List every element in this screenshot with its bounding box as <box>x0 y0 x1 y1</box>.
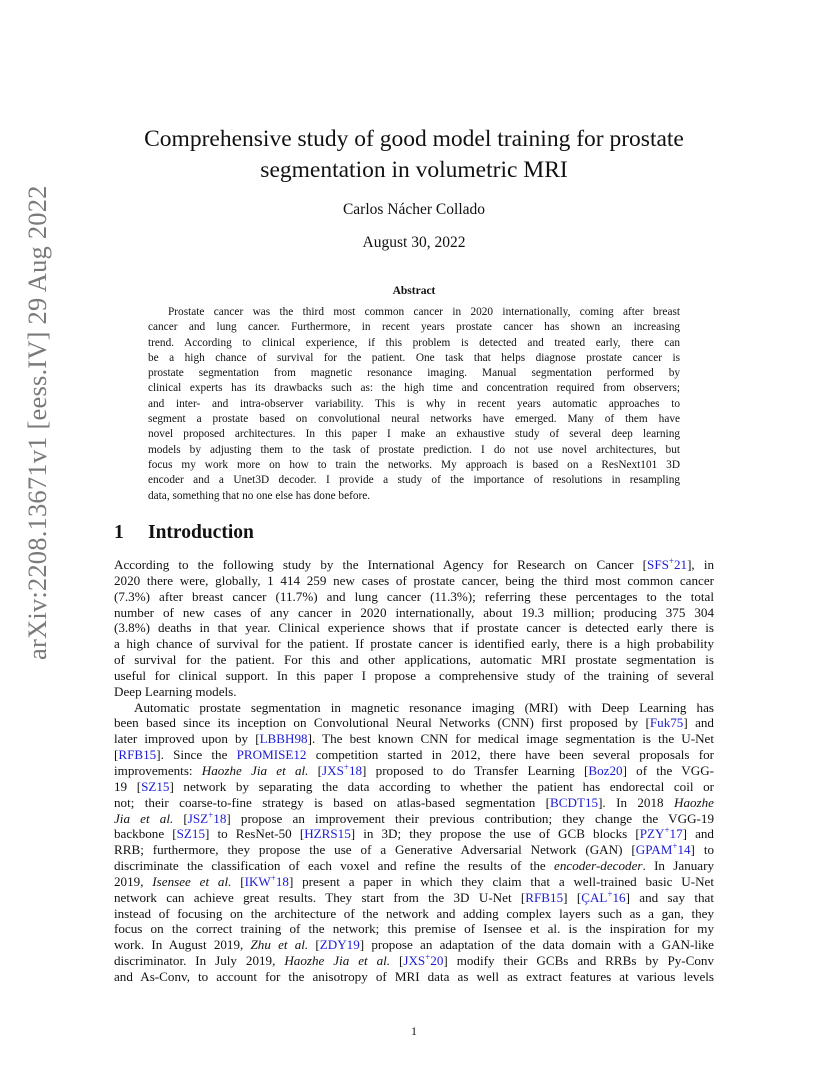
citation-text: 18 <box>275 873 289 889</box>
abstract-heading: Abstract <box>392 285 436 297</box>
text-run: ]. Since the <box>156 747 237 763</box>
citation-link[interactable]: RFB15 <box>525 889 564 905</box>
citation-text: JXS <box>403 953 426 969</box>
text-run: ]. The best known CNN for medical image segmentation is the U-Net <box>307 731 714 747</box>
body-line <box>114 811 714 827</box>
citation-link[interactable] <box>647 557 687 572</box>
citation-text: 16 <box>612 889 626 905</box>
text-run: work. In August 2019, <box>114 937 251 953</box>
promise12-link[interactable]: PROMISE12 <box>236 747 307 763</box>
body-line: Deep Learning models. <box>114 683 237 699</box>
text-run: 2019, <box>114 873 153 889</box>
body-line: (7.3%) after breast cancer (11.7%) and lung cancer (11.3%); referring these percentages to the total <box>114 588 714 604</box>
citation-link[interactable] <box>640 826 683 841</box>
citation-text: JXS <box>322 762 344 778</box>
text-run: network can achieve great results. They start from the 3D U-Net [ <box>114 889 526 905</box>
citation-link[interactable]: Boz20 <box>588 762 623 778</box>
body-line <box>114 826 714 842</box>
body-line <box>114 858 714 874</box>
body-line <box>114 731 714 747</box>
citation-text: 21 <box>673 557 688 572</box>
body-line <box>114 557 714 573</box>
citation-link[interactable] <box>245 874 289 889</box>
text-run: discriminate the classification of each voxel and refine the results of the <box>114 858 555 874</box>
citation-link[interactable] <box>188 811 227 826</box>
body-line <box>114 763 714 779</box>
text-run: ] proposed to do Transfer Learning [ <box>362 762 589 778</box>
body-line <box>114 953 714 969</box>
text-run-italic: encoder-decoder <box>554 858 643 874</box>
citation-link[interactable] <box>403 953 443 968</box>
citation-link[interactable]: SZ15 <box>141 778 170 794</box>
citation-link[interactable]: LBBH98 <box>259 731 308 747</box>
abstract-line: data, something that no one else has done before. <box>148 489 371 502</box>
text-run: ] and <box>683 715 714 731</box>
citation-link[interactable] <box>581 890 625 905</box>
section-title: Introduction <box>148 522 254 543</box>
section-number: 1 <box>114 522 124 543</box>
body-line <box>114 890 714 906</box>
citation-text: 20 <box>430 953 444 969</box>
citation-link[interactable] <box>322 763 362 778</box>
text-run: [ <box>308 762 323 778</box>
citation-text: 18 <box>213 810 227 826</box>
text-run: ] of the VGG- <box>622 762 715 778</box>
abstract-line: focus my work more on how to train the networks. My approach is based on a ResNext101 3D <box>148 458 680 471</box>
citation-sup: + <box>343 761 349 772</box>
text-run: [ <box>308 937 320 953</box>
text-run: discriminator. In July 2019, <box>114 953 285 969</box>
body-line <box>114 779 714 795</box>
body-line <box>114 937 714 953</box>
text-run: backbone [ <box>114 826 177 842</box>
text-run: . In January <box>642 858 715 874</box>
body-line <box>114 874 714 890</box>
author-name: Carlos Nácher Collado <box>342 201 486 218</box>
paper-date: August 30, 2022 <box>362 234 466 251</box>
abstract-line: be a high chance of survival for the patient. One task that helps diagnose prostate cancer is <box>148 351 680 364</box>
arxiv-side-stamp <box>14 185 54 660</box>
citation-link[interactable]: RFB15 <box>118 747 157 763</box>
body-line: useful for clinical support. In this paper I propose a comprehensive study of the training of several <box>114 667 714 683</box>
text-run: competition started in 2012, there have been several proposals for <box>306 747 714 763</box>
title-line-2: segmentation in volumetric MRI <box>260 157 568 183</box>
text-run-italic: Haozhe Jia et al. <box>201 762 309 778</box>
body-line: and As-Conv, to account for the anisotropy of MRI data as well as extract features at various levels <box>114 968 714 984</box>
citation-text: IKW <box>244 873 271 889</box>
text-run: [ <box>114 747 119 763</box>
text-run: [ <box>231 873 245 889</box>
text-run-italic: Haozhe <box>673 794 714 810</box>
text-run-italic: Zhu et al. <box>250 937 309 953</box>
body-line: a high chance of survival for the patient. If prostate cancer is identified early, there is a high probability <box>114 636 714 652</box>
citation-text: 17 <box>669 826 683 842</box>
citation-link[interactable]: Fuk75 <box>649 715 684 731</box>
citation-sup: + <box>607 888 613 899</box>
abstract-line: models by adjusting them to the task of prostate prediction. I do not use novel architectures, but <box>148 443 680 456</box>
body-line <box>114 795 714 811</box>
abstract-line: prostate segmentation from magnetic resonance imaging. Manual segmentation performed by <box>148 367 680 380</box>
text-run: RRB; furthermore, they propose the use of a Generative Adversarial Network (GAN) [ <box>114 842 636 858</box>
text-run: ] network by separating the data according to whether the patient has endorectal coil or <box>169 778 714 794</box>
abstract-line: encoder and a Unet3D decoder. I provide a study of the importance of resolutions in resampling <box>148 474 680 487</box>
body-line <box>114 747 714 763</box>
text-run: ] propose an improvement their previous contribution; they change the VGG-19 <box>226 810 715 826</box>
citation-link[interactable]: SZ15 <box>176 826 205 842</box>
body-line: 2020 there were, globally, 1 414 259 new cases of prostate cancer, being the third most common cancer <box>114 572 714 588</box>
text-run: ] [ <box>563 889 582 905</box>
abstract-line: Prostate cancer was the third most common cancer in 2020 internationally, coming after breast <box>168 306 680 318</box>
citation-sup: + <box>668 556 674 566</box>
text-run: ]. In 2018 <box>598 794 674 810</box>
body-line: Automatic prostate segmentation in magnetic resonance imaging (MRI) with Deep Learning has <box>134 699 714 715</box>
text-run: ] in 3D; they propose the use of GCB blocks [ <box>350 826 640 842</box>
citation-text: JSZ <box>187 810 209 826</box>
citation-sup: + <box>270 872 276 883</box>
body-line: number of new cases of any cancer in 2020 internationally, about 19.3 million; producing 375 304 <box>114 604 714 620</box>
abstract-line: trend. According to clinical experience, if this problem is detected and treated early, there can <box>148 336 680 349</box>
body-line: (3.8%) deaths in that year. Clinical experience shows that if prostate cancer is detected early there is <box>114 620 714 636</box>
text-run: ] and say that <box>625 889 714 905</box>
citation-text: ÇAL <box>581 889 608 905</box>
citation-sup: + <box>664 825 670 836</box>
text-run: not; their coarse-to-fine strategy is based on atlas-based segmentation [ <box>114 794 551 810</box>
text-run: later improved upon by [ <box>114 731 260 747</box>
text-run: ], in <box>687 557 714 572</box>
body-line: instead of focusing on the architecture of the network and adding complex layers such as a gan, they <box>114 905 714 921</box>
introduction-body <box>114 557 714 985</box>
citation-link[interactable] <box>636 842 691 857</box>
text-run: ] and <box>682 826 714 842</box>
text-run-italic: Jia et al. <box>114 810 174 826</box>
body-line <box>114 842 714 858</box>
text-run: improvements: <box>114 762 202 778</box>
abstract-line: cancer and lung cancer. Furthermore, in recent years prostate cancer has shown an increasing <box>148 321 680 334</box>
body-line: of survival for the patient. For this and other applications, automatic MRI prostate segmentation is <box>114 652 714 668</box>
citation-text: SFS <box>647 557 669 572</box>
citation-text: PZY <box>639 826 665 842</box>
body-line <box>114 715 714 731</box>
text-run-italic: Haozhe Jia et al. <box>284 953 391 969</box>
citation-link[interactable]: HZRS15 <box>304 826 351 842</box>
citation-sup: + <box>208 809 214 820</box>
abstract-line: segment a prostate based on convolutional neural networks have emerged. Many of them have <box>148 413 680 426</box>
text-run: ] propose an adaptation of the data domain with a GAN-like <box>359 937 714 953</box>
arxiv-identifier[interactable]: arXiv:2208.13671v1 [eess.IV] 29 Aug 2022 <box>22 185 52 660</box>
abstract-line: novel proposed architectures. In this paper I make an exhaustive study of several deep learning <box>148 428 680 441</box>
citation-sup: + <box>425 952 431 963</box>
citation-text: 14 <box>677 842 691 858</box>
abstract-body <box>148 305 680 504</box>
citation-link[interactable]: BCDT15 <box>550 794 599 810</box>
citation-sup: + <box>672 841 678 852</box>
text-run: ] modify their GCBs and RRBs by Py-Conv <box>443 953 715 969</box>
text-run: been based since its inception on Convolutional Neural Networks (CNN) first proposed by [ <box>114 715 650 731</box>
body-line: focus on the correct training of the network; this premise of Isensee et al. is the inspiration for my <box>114 921 714 937</box>
text-run: ] to <box>690 842 714 858</box>
abstract-line: clinical experts has its drawbacks such as: the high time and concentration required from observers; <box>148 382 680 395</box>
text-run: ] present a paper in which they claim that a well-trained basic U-Net <box>288 873 715 889</box>
citation-text: 18 <box>348 762 363 778</box>
paper-title <box>120 124 708 186</box>
citation-link[interactable]: ZDY19 <box>319 937 360 953</box>
citation-text: GPAM <box>635 842 673 858</box>
text-run: [ <box>390 953 404 969</box>
abstract-line: and inter- and intra-observer variability. This is why in recent years automatic approaches to <box>148 397 680 410</box>
section-heading-introduction <box>114 521 714 545</box>
page-number: 1 <box>411 1024 417 1038</box>
text-run-italic: Isensee et al. <box>152 873 232 889</box>
text-run: ] to ResNet-50 [ <box>205 826 305 842</box>
text-run: According to the following study by the International Agency for Research on Cancer [ <box>114 557 648 572</box>
text-run: [ <box>173 810 188 826</box>
text-run: 19 [ <box>114 778 142 794</box>
title-line-1: Comprehensive study of good model training for prostate <box>144 126 684 152</box>
